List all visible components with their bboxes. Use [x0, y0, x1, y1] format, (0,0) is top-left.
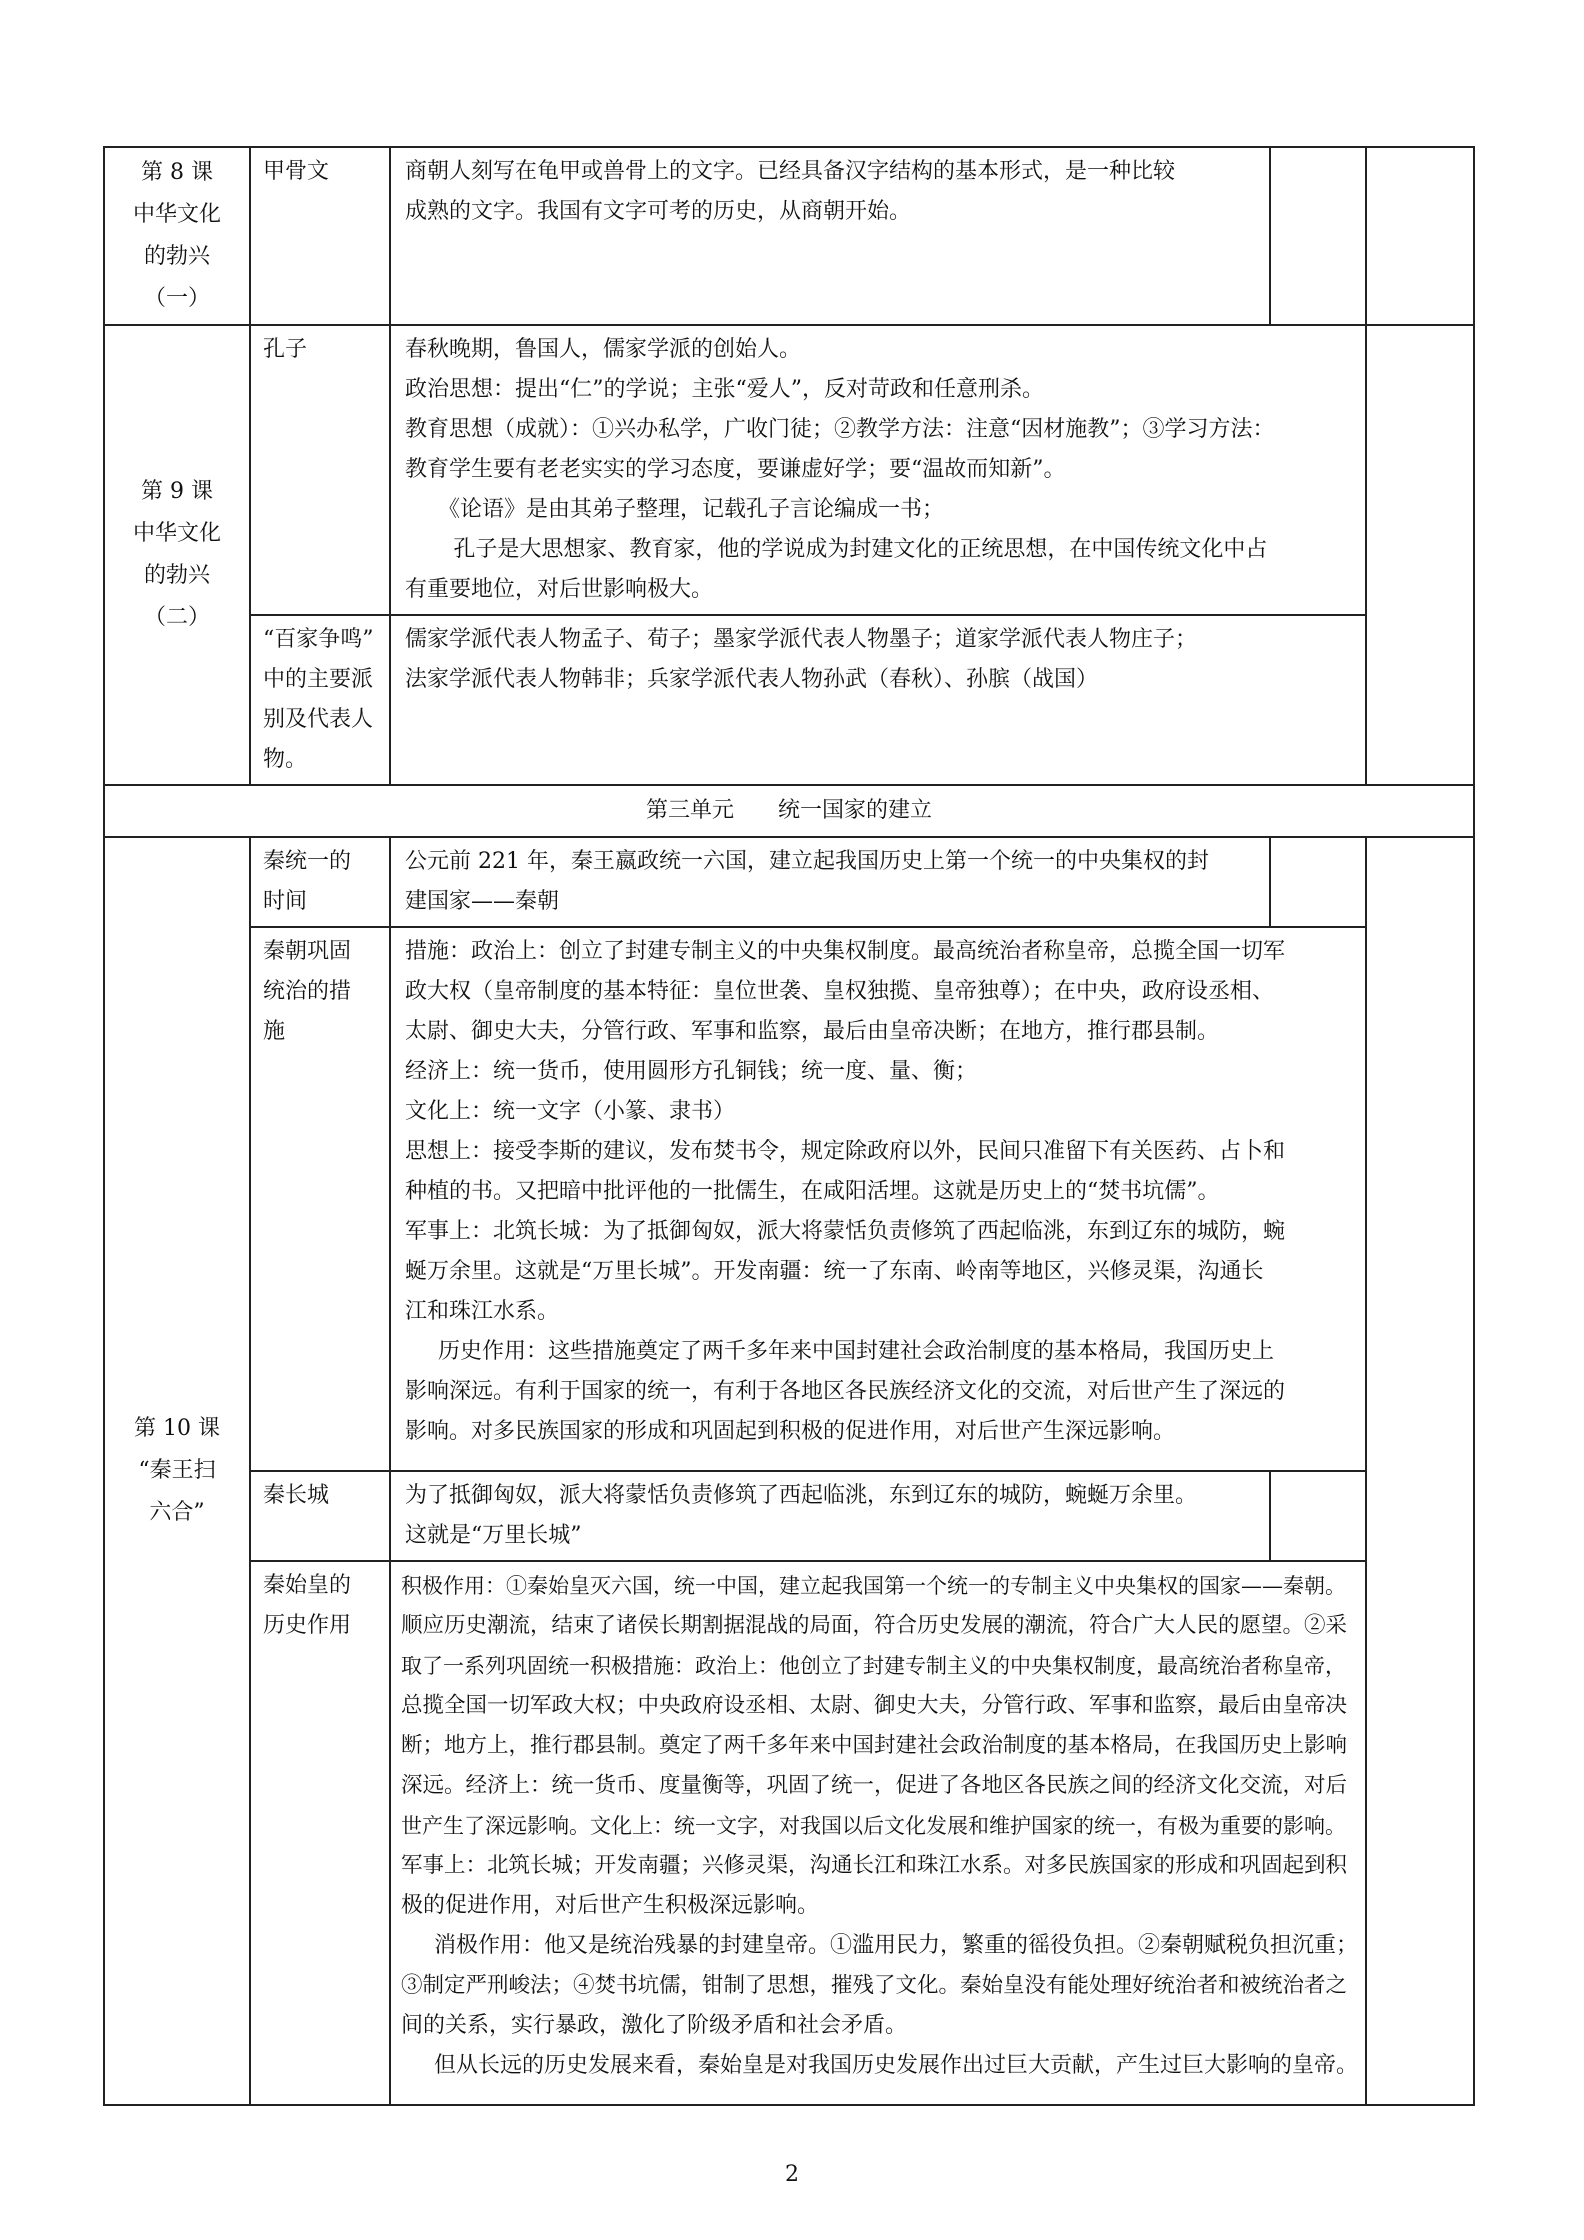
- topic-label: 秦长城: [263, 1483, 330, 1508]
- content-line: 经济上：统一货币，使用圆形方孔铜钱；统一度、量、衡；: [405, 1059, 978, 1084]
- topic-cell: [250, 147, 390, 325]
- content-line: 太尉、御史大夫，分管行政、军事和监察，最后由皇帝决断；在地方，推行郡县制。: [405, 1019, 1220, 1044]
- content-line: 《论语》是由其弟子整理，记载孔子言论编成一书；: [438, 497, 945, 522]
- empty-cell: [1366, 147, 1474, 325]
- lesson-10-title: [104, 837, 250, 2105]
- table-row: [104, 785, 1474, 837]
- lesson-title-line: 第 8 课: [141, 160, 213, 185]
- content-line: 历史作用：这些措施奠定了两千多年来中国封建社会政治制度的基本格局，我国历史上: [438, 1339, 1275, 1364]
- content-line: 间的关系，实行暴政，激化了阶级矛盾和社会矛盾。: [401, 2013, 908, 2038]
- table-row: [104, 1471, 1474, 1561]
- content-line: 积极作用：①秦始皇灭六国，统一中国，建立起我国第一个统一的专制主义中央集权的国家——秦朝。: [401, 1574, 1346, 1598]
- content-line: 军事上：北筑长城：为了抵御匈奴，派大将蒙恬负责修筑了西起临洮，东到辽东的城防，蜿: [405, 1219, 1286, 1244]
- content-cell: [390, 615, 1366, 785]
- content-line: 春秋晚期，鲁国人，儒家学派的创始人。: [405, 337, 802, 362]
- table-row: [104, 615, 1474, 785]
- empty-cell: [1270, 837, 1366, 927]
- lesson-title-line: （一）: [143, 286, 210, 311]
- topic-label: 统治的措: [263, 979, 352, 1004]
- topic-label: 孔子: [263, 337, 308, 362]
- topic-label: 别及代表人: [263, 707, 374, 732]
- empty-cell: [1366, 837, 1474, 2105]
- page-number: 2: [785, 2162, 799, 2187]
- lesson-title-line: （二）: [143, 605, 210, 630]
- content-cell: [390, 147, 1270, 325]
- content-line: 法家学派代表人物韩非；兵家学派代表人物孙武（春秋）、孙膑（战国）: [405, 667, 1099, 692]
- content-line: 影响。对多民族国家的形成和巩固起到积极的促进作用，对后世产生深远影响。: [405, 1419, 1176, 1444]
- topic-label: 秦始皇的: [263, 1573, 352, 1598]
- unit-heading: [104, 785, 1474, 837]
- topic-cell: [250, 837, 390, 927]
- content-line: 总揽全国一切军政大权；中央政府设丞相、太尉、御史大夫，分管行政、军事和监察，最后由皇帝决: [401, 1693, 1348, 1718]
- content-cell: [390, 837, 1270, 927]
- content-line: 教育学生要有老老实实的学习态度，要谦虚好学；要“温故而知新”。: [405, 457, 1066, 482]
- table-row: [104, 147, 1474, 325]
- content-line: 蜒万余里。这就是“万里长城”。开发南疆：统一了东南、岭南等地区，兴修灵渠，沟通长: [405, 1259, 1264, 1284]
- content-line: 消极作用：他又是统治残暴的封建皇帝。①滥用民力，繁重的徭役负担。②秦朝赋税负担沉重；: [434, 1933, 1359, 1958]
- content-line: 教育思想（成就）：①兴办私学，广收门徒；②教学方法：注意“因材施教”；③学习方法：: [405, 417, 1275, 442]
- content-line: 军事上：北筑长城；开发南疆；兴修灵渠，沟通长江和珠江水系。对多民族国家的形成和巩固起到积: [401, 1853, 1348, 1878]
- table-row: [104, 927, 1474, 1471]
- content-line: 为了抵御匈奴，派大将蒙恬负责修筑了西起临洮，东到辽东的城防，蜿蜒万余里。: [405, 1483, 1198, 1508]
- topic-label: “百家争鸣”: [263, 627, 374, 652]
- content-line: 成熟的文字。我国有文字可考的历史，从商朝开始。: [405, 199, 912, 224]
- content-line: 建国家——秦朝: [405, 889, 560, 914]
- content-line: 但从长远的历史发展来看，秦始皇是对我国历史发展作出过巨大贡献，产生过巨大影响的皇帝。: [434, 2053, 1359, 2078]
- content-cell: [390, 1561, 1366, 2105]
- content-line: 世产生了深远影响。文化上：统一文字，对我国以后文化发展和维护国家的统一，有极为重要的影响。: [401, 1814, 1346, 1838]
- content-line: 江和珠江水系。: [405, 1299, 560, 1324]
- content-line: 这就是“万里长城”: [405, 1523, 582, 1548]
- content-line: 措施：政治上：创立了封建专制主义的中央集权制度。最高统治者称皇帝，总揽全国一切军: [405, 939, 1286, 964]
- content-line: 有重要地位，对后世影响极大。: [405, 577, 714, 602]
- table-row: [104, 1561, 1474, 2105]
- lesson-8-title: [104, 147, 250, 325]
- content-line: 取了一系列巩固统一积极措施：政治上：他创立了封建专制主义的中央集权制度，最高统治者称皇帝，: [401, 1654, 1346, 1678]
- content-line: 极的促进作用，对后世产生积极深远影响。: [401, 1893, 820, 1918]
- content-cell: [390, 325, 1366, 615]
- lesson-title-line: 六合”: [149, 1500, 205, 1525]
- topic-cell: [250, 1561, 390, 2105]
- topic-label: 物。: [263, 747, 308, 772]
- topic-cell: [250, 1471, 390, 1561]
- content-line: 政大权（皇帝制度的基本特征：皇位世袭、皇权独揽、皇帝独尊）；在中央，政府设丞相、: [405, 979, 1275, 1004]
- topic-label: 中的主要派: [263, 667, 374, 692]
- content-line: 顺应历史潮流，结束了诸侯长期割据混战的局面，符合历史发展的潮流，符合广大人民的愿望。②采: [401, 1613, 1348, 1638]
- topic-label: 甲骨文: [263, 159, 330, 184]
- content-line: 影响深远。有利于国家的统一，有利于各地区各民族经济文化的交流，对后世产生了深远的: [405, 1379, 1286, 1404]
- lesson-title-line: 第 10 课: [134, 1416, 220, 1441]
- table-row: [104, 837, 1474, 927]
- topic-cell: [250, 325, 390, 615]
- topic-label: 施: [263, 1019, 286, 1044]
- content-line: 思想上：接受李斯的建议，发布焚书令，规定除政府以外，民间只准留下有关医药、占卜和: [405, 1139, 1286, 1164]
- content-line: 政治思想：提出“仁”的学说；主张“爱人”，反对苛政和任意刑杀。: [405, 377, 1044, 402]
- empty-cell: [1270, 147, 1366, 325]
- content-line: 断；地方上，推行郡县制。奠定了两千多年来中国封建社会政治制度的基本格局，在我国历史上影响: [401, 1733, 1348, 1758]
- empty-cell: [1366, 325, 1474, 785]
- content-cell: [390, 927, 1366, 1471]
- content-line: 商朝人刻写在龟甲或兽骨上的文字。已经具备汉字结构的基本形式，是一种比较: [405, 159, 1176, 184]
- lesson-title-line: 的勃兴: [143, 563, 210, 588]
- lesson-title-line: “秦王扫: [138, 1458, 216, 1483]
- lesson-title-line: 第 9 课: [141, 479, 213, 504]
- content-cell: [390, 1471, 1270, 1561]
- topic-label: 时间: [263, 889, 308, 914]
- content-line: 孔子是大思想家、教育家，他的学说成为封建文化的正统思想，在中国传统文化中占: [453, 537, 1268, 562]
- topic-label: 历史作用: [263, 1613, 352, 1638]
- unit-title: 第三单元 统一国家的建立: [645, 798, 932, 823]
- history-summary-table: [103, 146, 1475, 2106]
- topic-label: 秦朝巩固: [263, 939, 352, 964]
- lesson-title-line: 中华文化: [132, 202, 221, 227]
- topic-label: 秦统一的: [263, 849, 352, 874]
- lesson-title-line: 的勃兴: [143, 244, 210, 269]
- content-line: 种植的书。又把暗中批评他的一批儒生，在咸阳活埋。这就是历史上的“焚书坑儒”。: [405, 1179, 1220, 1204]
- table-row: [104, 325, 1474, 615]
- lesson-title-line: 中华文化: [132, 521, 221, 546]
- content-line: 儒家学派代表人物孟子、荀子；墨家学派代表人物墨子；道家学派代表人物庄子；: [405, 627, 1198, 652]
- content-line: ③制定严刑峻法；④焚书坑儒，钳制了思想，摧残了文化。秦始皇没有能处理好统治者和被统治者之: [401, 1973, 1348, 1998]
- empty-cell: [1270, 1471, 1366, 1561]
- lesson-9-title: [104, 325, 250, 785]
- topic-cell: [250, 615, 390, 785]
- content-line: 深远。经济上：统一货币、度量衡等，巩固了统一，促进了各地区各民族之间的经济文化交流，对后: [401, 1773, 1348, 1798]
- content-line: 文化上：统一文字（小篆、隶书）: [405, 1099, 736, 1124]
- topic-cell: [250, 927, 390, 1471]
- content-line: 公元前 221 年，秦王嬴政统一六国，建立起我国历史上第一个统一的中央集权的封: [405, 849, 1209, 874]
